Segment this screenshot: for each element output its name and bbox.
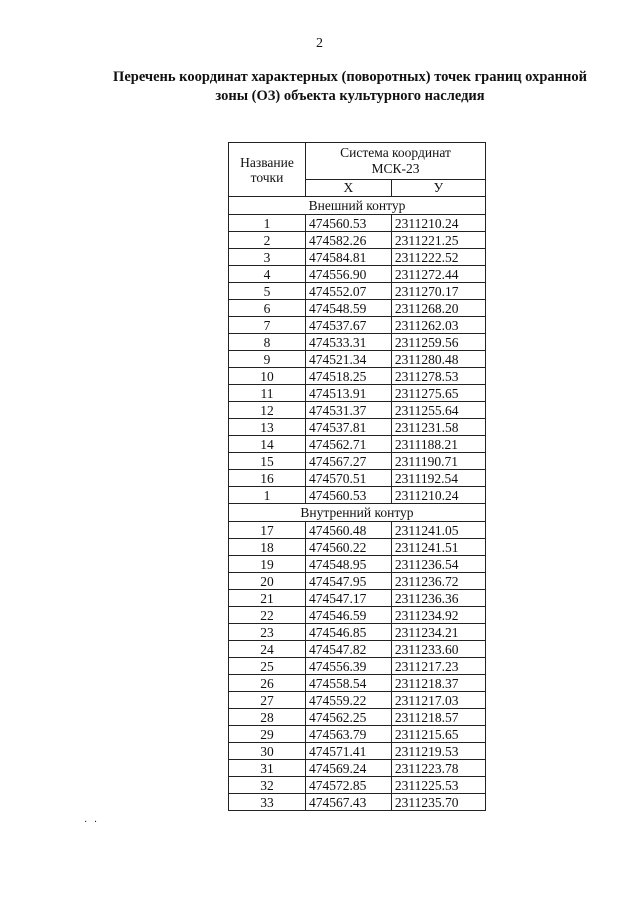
y-coordinate-cell: 2311259.56 [391, 334, 485, 351]
point-number-cell: 1 [229, 215, 306, 232]
y-coordinate-cell: 2311210.24 [391, 215, 485, 232]
table-row [229, 334, 486, 351]
x-coordinate-cell: 474533.31 [306, 334, 392, 351]
point-number-cell: 4 [229, 266, 306, 283]
table-row [229, 658, 486, 675]
point-number-cell: 1 [229, 487, 306, 504]
table-body [229, 197, 486, 811]
y-coordinate-cell: 2311210.24 [391, 487, 485, 504]
table-row [229, 573, 486, 590]
x-coordinate-cell: 474562.71 [306, 436, 392, 453]
x-coordinate-cell: 474547.95 [306, 573, 392, 590]
y-coordinate-cell: 2311275.65 [391, 385, 485, 402]
point-number-cell: 16 [229, 470, 306, 487]
x-coordinate-cell: 474518.25 [306, 368, 392, 385]
title-line-1: Перечень координат характерных (поворотных) точек границ охранной [113, 69, 587, 85]
point-number-cell: 19 [229, 556, 306, 573]
x-coordinate-cell: 474563.79 [306, 726, 392, 743]
point-number-cell: 3 [229, 249, 306, 266]
point-number-cell: 31 [229, 760, 306, 777]
x-coordinate-cell: 474567.43 [306, 794, 392, 811]
coordinate-system-header-line-1: Система координат [340, 144, 451, 160]
coordinate-system-header [306, 143, 486, 180]
x-coordinate-cell: 474546.59 [306, 607, 392, 624]
point-number-cell: 14 [229, 436, 306, 453]
x-coordinate-cell: 474562.25 [306, 709, 392, 726]
y-coordinate-cell: 2311231.58 [391, 419, 485, 436]
x-coordinate-cell: 474570.51 [306, 470, 392, 487]
y-coordinate-cell: 2311272.44 [391, 266, 485, 283]
table-row [229, 453, 486, 470]
table-row [229, 743, 486, 760]
point-number-cell: 10 [229, 368, 306, 385]
x-coordinate-cell: 474558.54 [306, 675, 392, 692]
x-coordinate-cell: 474537.81 [306, 419, 392, 436]
y-header: У [391, 179, 485, 196]
table-row [229, 300, 486, 317]
table-row [229, 351, 486, 368]
point-number-cell: 28 [229, 709, 306, 726]
point-number-cell: 23 [229, 624, 306, 641]
table-row [229, 709, 486, 726]
table-row [229, 402, 486, 419]
point-number-cell: 17 [229, 522, 306, 539]
point-number-cell: 8 [229, 334, 306, 351]
x-coordinate-cell: 474548.95 [306, 556, 392, 573]
x-coordinate-cell: 474548.59 [306, 300, 392, 317]
table-row [229, 590, 486, 607]
x-header: X [306, 179, 392, 196]
table-row [229, 470, 486, 487]
point-number-cell: 22 [229, 607, 306, 624]
x-coordinate-cell: 474546.85 [306, 624, 392, 641]
section-title: Внутренний контур [229, 504, 486, 522]
y-coordinate-cell: 2311219.53 [391, 743, 485, 760]
x-coordinate-cell: 474572.85 [306, 777, 392, 794]
y-coordinate-cell: 2311255.64 [391, 402, 485, 419]
point-name-header-line-2: точки [250, 169, 284, 185]
table-header [229, 143, 486, 197]
table-row [229, 487, 486, 504]
y-coordinate-cell: 2311218.37 [391, 675, 485, 692]
x-coordinate-cell: 474569.24 [306, 760, 392, 777]
table-row [229, 522, 486, 539]
section-title: Внешний контур [229, 197, 486, 215]
x-coordinate-cell: 474547.17 [306, 590, 392, 607]
y-coordinate-cell: 2311278.53 [391, 368, 485, 385]
point-number-cell: 7 [229, 317, 306, 334]
x-coordinate-cell: 474559.22 [306, 692, 392, 709]
x-coordinate-cell: 474560.53 [306, 215, 392, 232]
x-coordinate-cell: 474571.41 [306, 743, 392, 760]
point-number-cell: 25 [229, 658, 306, 675]
y-coordinate-cell: 2311233.60 [391, 641, 485, 658]
table-row [229, 726, 486, 743]
point-number-cell: 20 [229, 573, 306, 590]
y-coordinate-cell: 2311188.21 [391, 436, 485, 453]
table-row [229, 317, 486, 334]
y-coordinate-cell: 2311222.52 [391, 249, 485, 266]
y-coordinate-cell: 2311268.20 [391, 300, 485, 317]
point-number-cell: 11 [229, 385, 306, 402]
y-coordinate-cell: 2311241.05 [391, 522, 485, 539]
table-row [229, 607, 486, 624]
point-number-cell: 24 [229, 641, 306, 658]
table-row [229, 419, 486, 436]
x-coordinate-cell: 474521.34 [306, 351, 392, 368]
y-coordinate-cell: 2311234.21 [391, 624, 485, 641]
point-number-cell: 12 [229, 402, 306, 419]
point-number-cell: 18 [229, 539, 306, 556]
y-coordinate-cell: 2311221.25 [391, 232, 485, 249]
y-coordinate-cell: 2311217.03 [391, 692, 485, 709]
point-number-cell: 6 [229, 300, 306, 317]
table-row [229, 641, 486, 658]
margin-mark: · · [84, 817, 100, 828]
y-coordinate-cell: 2311215.65 [391, 726, 485, 743]
table-row [229, 777, 486, 794]
table-row [229, 215, 486, 232]
document-title [60, 68, 639, 106]
point-number-cell: 9 [229, 351, 306, 368]
point-number-cell: 32 [229, 777, 306, 794]
header-row-1 [229, 143, 486, 180]
y-coordinate-cell: 2311280.48 [391, 351, 485, 368]
y-coordinate-cell: 2311236.54 [391, 556, 485, 573]
y-coordinate-cell: 2311234.92 [391, 607, 485, 624]
point-number-cell: 30 [229, 743, 306, 760]
table-row [229, 385, 486, 402]
x-coordinate-cell: 474567.27 [306, 453, 392, 470]
y-coordinate-cell: 2311190.71 [391, 453, 485, 470]
section-row [229, 504, 486, 522]
table-row [229, 249, 486, 266]
table-row [229, 794, 486, 811]
point-number-cell: 2 [229, 232, 306, 249]
point-number-cell: 13 [229, 419, 306, 436]
y-coordinate-cell: 2311270.17 [391, 283, 485, 300]
table-row [229, 556, 486, 573]
y-coordinate-cell: 2311241.51 [391, 539, 485, 556]
x-coordinate-cell: 474547.82 [306, 641, 392, 658]
y-coordinate-cell: 2311225.53 [391, 777, 485, 794]
y-coordinate-cell: 2311192.54 [391, 470, 485, 487]
x-coordinate-cell: 474556.90 [306, 266, 392, 283]
table-row [229, 283, 486, 300]
x-coordinate-cell: 474584.81 [306, 249, 392, 266]
y-coordinate-cell: 2311218.57 [391, 709, 485, 726]
y-coordinate-cell: 2311262.03 [391, 317, 485, 334]
point-number-cell: 33 [229, 794, 306, 811]
point-number-cell: 27 [229, 692, 306, 709]
coordinate-system-header-line-2: МСК-23 [371, 160, 420, 176]
y-coordinate-cell: 2311236.72 [391, 573, 485, 590]
coordinates-table [228, 142, 486, 811]
x-coordinate-cell: 474513.91 [306, 385, 392, 402]
y-coordinate-cell: 2311236.36 [391, 590, 485, 607]
table-row [229, 624, 486, 641]
y-coordinate-cell: 2311223.78 [391, 760, 485, 777]
table-row [229, 692, 486, 709]
x-coordinate-cell: 474560.48 [306, 522, 392, 539]
table-row [229, 266, 486, 283]
point-number-cell: 29 [229, 726, 306, 743]
x-coordinate-cell: 474531.37 [306, 402, 392, 419]
point-number-cell: 5 [229, 283, 306, 300]
x-coordinate-cell: 474552.07 [306, 283, 392, 300]
point-name-header-line-1: Название [240, 154, 294, 170]
x-coordinate-cell: 474556.39 [306, 658, 392, 675]
table-row [229, 539, 486, 556]
x-coordinate-cell: 474560.53 [306, 487, 392, 504]
table-row [229, 675, 486, 692]
section-row [229, 197, 486, 215]
point-number-cell: 21 [229, 590, 306, 607]
page-number: 2 [316, 36, 323, 51]
y-coordinate-cell: 2311217.23 [391, 658, 485, 675]
y-coordinate-cell: 2311235.70 [391, 794, 485, 811]
point-number-cell: 15 [229, 453, 306, 470]
point-name-header [229, 143, 306, 197]
x-coordinate-cell: 474537.67 [306, 317, 392, 334]
x-coordinate-cell: 474582.26 [306, 232, 392, 249]
table-row [229, 760, 486, 777]
table-row [229, 232, 486, 249]
table-row [229, 368, 486, 385]
point-number-cell: 26 [229, 675, 306, 692]
x-coordinate-cell: 474560.22 [306, 539, 392, 556]
table-row [229, 436, 486, 453]
title-line-2: зоны (ОЗ) объекта культурного наследия [215, 88, 485, 104]
